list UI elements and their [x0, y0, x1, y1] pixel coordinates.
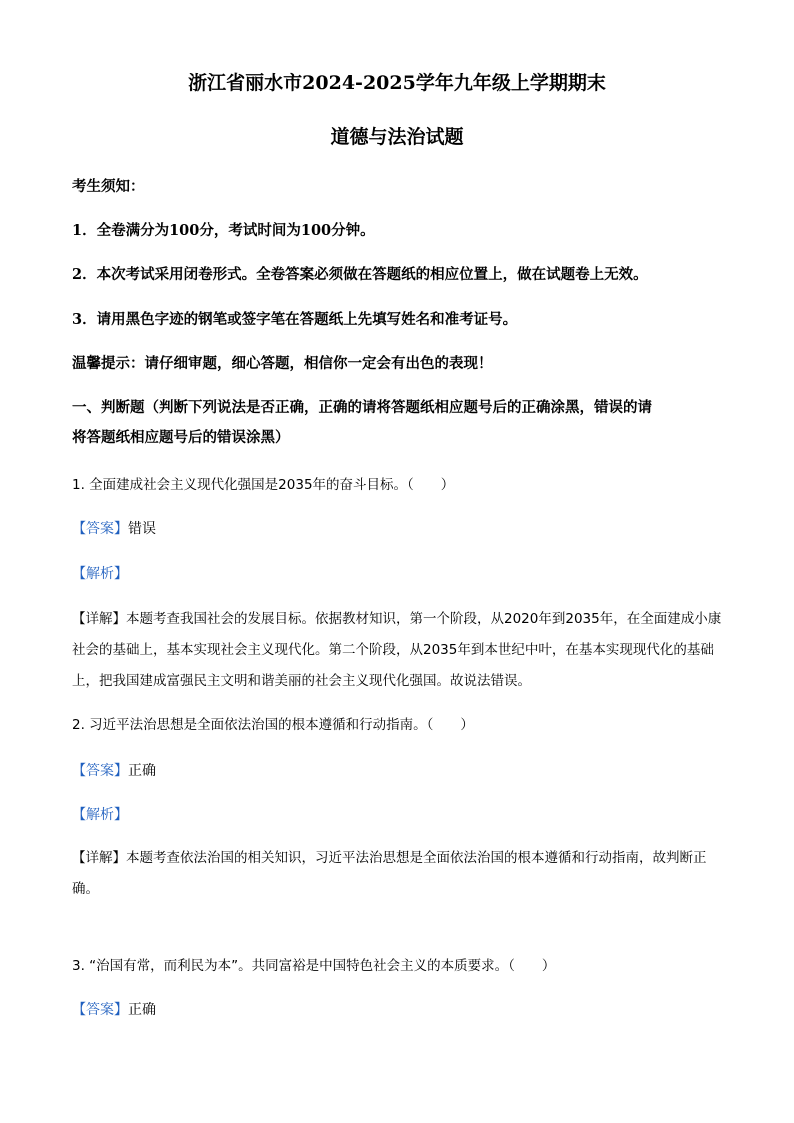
- analysis-tag: 【解析】: [72, 566, 128, 582]
- answer-value: 正确: [128, 1002, 156, 1018]
- detail-text: 本题考查依法治国的相关知识，习近平法治思想是全面依法治国的根本遵循和行动指南，故判断正确。: [72, 850, 707, 897]
- notice-tip: 温馨提示：请仔细审题，细心答题，相信你一定会有出色的表现！: [72, 355, 493, 372]
- question-1-analysis: [72, 563, 722, 585]
- question-2-detail: [72, 843, 722, 905]
- answer-tag: 【答案】: [72, 763, 128, 779]
- question-3-answer: [72, 999, 722, 1021]
- notice-item-3: 3．请用黑色字迹的钢笔或签字笔在答题纸上先填写姓名和准考证号。: [72, 311, 518, 328]
- section-heading-line1: 一、判断题（判断下列说法是否正确，正确的请将答题纸相应题号后的正确涂黑，错误的请: [72, 399, 652, 416]
- notice-item-1: 1．全卷满分为100分，考试时间为100分钟。: [72, 222, 375, 239]
- detail-tag: 【详解】: [72, 850, 126, 866]
- detail-tag: 【详解】: [72, 611, 126, 627]
- section-heading-line2: 将答题纸相应题号后的错误涂黑）: [72, 429, 290, 446]
- question-1-detail: [72, 604, 722, 697]
- question-1-answer: [72, 518, 722, 540]
- document-title: 浙江省丽水市2024-2025学年九年级上学期期末: [188, 72, 606, 94]
- notice-item-2: 2．本次考试采用闭卷形式。全卷答案必须做在答题纸的相应位置上，做在试题卷上无效。: [72, 266, 648, 283]
- detail-text: 本题考查我国社会的发展目标。依据教材知识，第一个阶段，从2020年到2035年，在全面建成小康社会的基础上，基本实现社会主义现代化。第二个阶段，从2035年到本世纪中叶，在基本实现现代化的基础上，把我国建成富强民主文明和谐美丽的社会主义现代化强国。故说法错误。: [72, 611, 722, 689]
- answer-value: 正确: [128, 763, 156, 779]
- notice-heading: 考生须知：: [72, 178, 145, 195]
- question-1-stem: 1. 全面建成社会主义现代化强国是2035年的奋斗目标。（ ）: [72, 477, 455, 493]
- analysis-tag: 【解析】: [72, 807, 128, 823]
- document-subtitle: 道德与法治试题: [330, 126, 464, 148]
- answer-tag: 【答案】: [72, 521, 128, 537]
- answer-value: 错误: [128, 521, 156, 537]
- answer-tag: 【答案】: [72, 1002, 128, 1018]
- question-2-answer: [72, 760, 722, 782]
- question-2-analysis: [72, 804, 722, 826]
- question-2-stem: 2. 习近平法治思想是全面依法治国的根本遵循和行动指南。（ ）: [72, 717, 474, 733]
- question-3-stem: 3. “治国有常，而利民为本”。共同富裕是中国特色社会主义的本质要求。（ ）: [72, 958, 556, 974]
